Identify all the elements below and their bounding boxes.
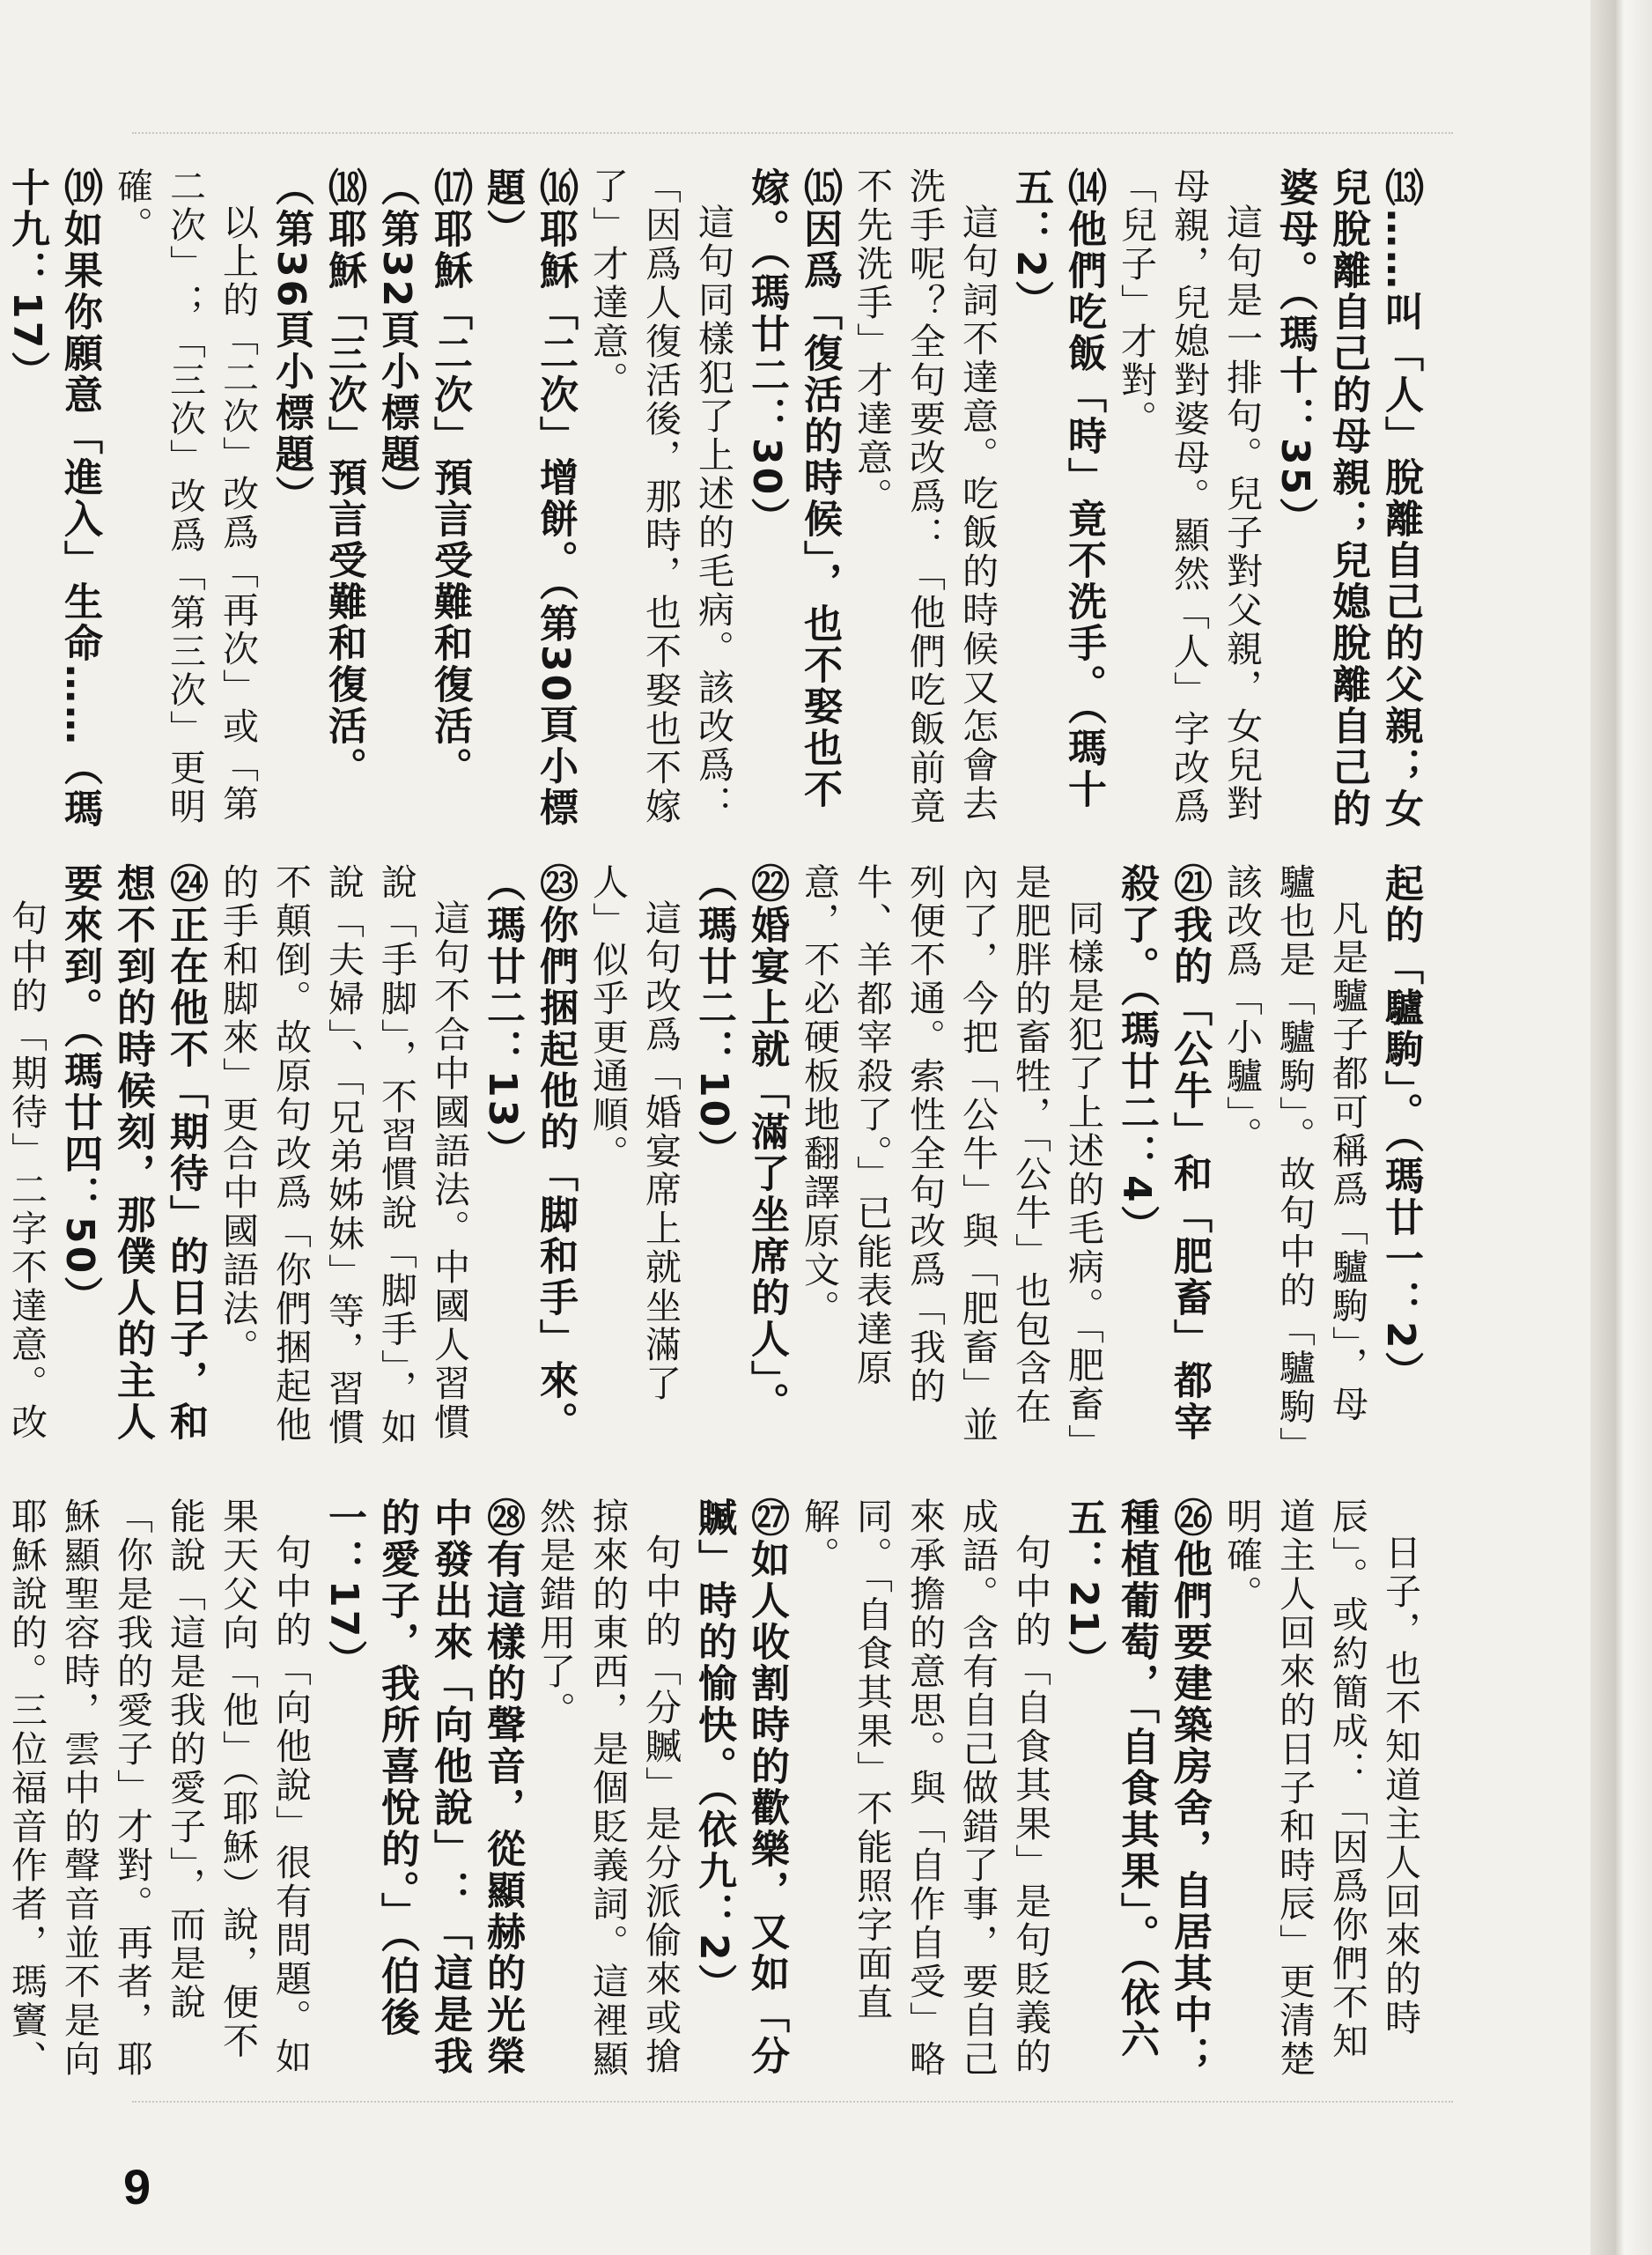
- middle-column-block: [5, 863, 1427, 1462]
- entry-title: ㉗如人收割時的歡樂，又如「分贓」時的愉快。（依九：2）: [691, 1497, 789, 2077]
- entry-title: ⒁他們吃飯「時」竟不洗手。（瑪十五：2）: [1008, 167, 1106, 810]
- entry-title: ㉘有這樣的聲音，從顯赫的光榮中發出來「向他說」：「這是我的愛子，我所喜悅的。」（伯後一：17）: [321, 1497, 525, 2077]
- entry-body: 句中的「期待」二字不達意。改: [5, 899, 48, 1442]
- entry-18: [106, 167, 370, 837]
- top-column-block: [4, 167, 1427, 837]
- entry-16: [476, 167, 581, 837]
- entry-title: ⒅耶穌「三次」預言受難和復活。（第36頁小標題）: [269, 167, 366, 788]
- entry-15: [581, 167, 845, 837]
- page-edge: [1590, 0, 1652, 2255]
- bottom-divider: [132, 2101, 1453, 2103]
- entry-body: 日子，也不知道主人回來的時辰」。或約簡成：「因爲你們不知道主人回來的日子和時辰」更清楚明確。: [1221, 1497, 1421, 2079]
- entry-title: 起的「驢駒」。（瑪廿一：2）: [1378, 863, 1423, 1393]
- entry-27: [528, 1497, 793, 2096]
- entry-body: 這句同樣犯了上述的毛病。該改爲：「因爲人復活後，那時，也不娶也不嫁了」才達意。: [586, 167, 734, 826]
- entry-title: ㉔正在他不「期待」的日子，和想不到的時候刻，那僕人的主人要來到。（瑪廿四：50）: [57, 863, 208, 1443]
- entry-22: [581, 863, 793, 1462]
- entry-20-continued: [1215, 863, 1427, 1462]
- entry-body: 這句改爲「婚宴席上就坐滿了人」似乎更通順。: [586, 863, 682, 1403]
- entry-body: 同樣是犯了上述的毛病。「肥畜」是肥胖的畜牲，「公牛」也包含在內了，今把「公牛」與「肥畜」並列便不通。索性全句改爲「我的牛、羊都宰殺了。」已能表達原意，不必硬板地翻譯原文。: [798, 863, 1104, 1445]
- page-number: 9: [123, 2159, 151, 2214]
- entry-body: 句中的「分贓」是分派偷來或搶掠來的東西，是個貶義詞。這裡顯然是錯用了。: [534, 1497, 682, 2079]
- entry-body: 以上的「二次」改爲「再次」或「第二次」；「三次」改爲「第三次」更明確。: [111, 167, 259, 826]
- entry-title: ⒂因爲「復活的時候」，也不娶也不嫁。（瑪廿二：30）: [744, 167, 842, 810]
- entry-23: [211, 863, 581, 1462]
- entry-17: [370, 167, 476, 837]
- entry-title: ㉑我的「公牛」和「肥畜」都宰殺了。（瑪廿二：4）: [1114, 863, 1212, 1443]
- top-divider: [132, 132, 1453, 134]
- entry-title: ㉓你們捆起他的「脚和手」來。（瑪廿二：13）: [480, 863, 578, 1443]
- entry-21: [793, 863, 1215, 1462]
- bottom-column-block: [5, 1497, 1427, 2096]
- entry-body: 凡是驢子都可稱爲「驢駒」，母驢也是「驢駒」。故句中的「驢駒」該改爲「小驢」。: [1221, 863, 1368, 1447]
- entry-14: [845, 167, 1110, 837]
- entry-title: ⒀……叫「人」脫離自己的父親；女兒脫離自己的母親；兒媳脫離自己的婆母。（瑪十：35）: [1272, 167, 1423, 830]
- entry-title: ⒄耶穌「二次」預言受難和復活。（第32頁小標題）: [374, 167, 472, 788]
- entry-body: 這句詞不達意。吃飯的時候又怎會去洗手呢？全句要改爲：「他們吃飯前竟不先洗手」才達意。: [851, 167, 999, 826]
- entry-body: 句中的「向他說」很有問題。如果天父向「他」（耶穌）說，便不能說「這是我的愛子」，而是說「你是我的愛子」才對。再者，耶穌顯聖容時，雲中的聲音並不是向耶穌說的。三位福音作者，瑪竇、: [5, 1497, 312, 2079]
- entry-26: [793, 1497, 1215, 2096]
- entry-24: [0, 863, 211, 1462]
- entry-title: ⒆如果你願意「進入」生命……（瑪十九：17）: [4, 167, 102, 830]
- entry-title: ⒃耶穌「二次」增餅。（第30頁小標題）: [480, 167, 578, 829]
- entry-body: 這句不合中國語法。中國人習慣說「手脚」，不習慣說「脚手」，如說「夫婦」、「兄弟姊妹」等，習慣不顛倒。故原句改爲「你們捆起他的手和脚來」更合中國語法。: [217, 863, 470, 1447]
- entry-body: 句中的「自食其果」是句貶義的成語。含有自己做錯了事，要自己來承擔的意思。與「自作自受」略同。「自食其果」不能照字面直解。: [798, 1497, 1051, 2079]
- entry-13: [1110, 167, 1427, 837]
- entry-title: ㉒婚宴上就「滿了坐席的人」。（瑪廿二：10）: [691, 863, 789, 1423]
- entry-body: 這句是一排句。兒子對父親，女兒對母親，兒媳對婆母。顯然「人」字改爲「兒子」才對。: [1115, 167, 1263, 826]
- entry-19: [0, 167, 106, 837]
- entry-title: ㉖他們要建築房舍，自居其中；種植葡萄，「自食其果」。（依六五：21）: [1061, 1497, 1212, 2077]
- entry-28: [0, 1497, 528, 2096]
- entry-25-continued: [1215, 1497, 1427, 2096]
